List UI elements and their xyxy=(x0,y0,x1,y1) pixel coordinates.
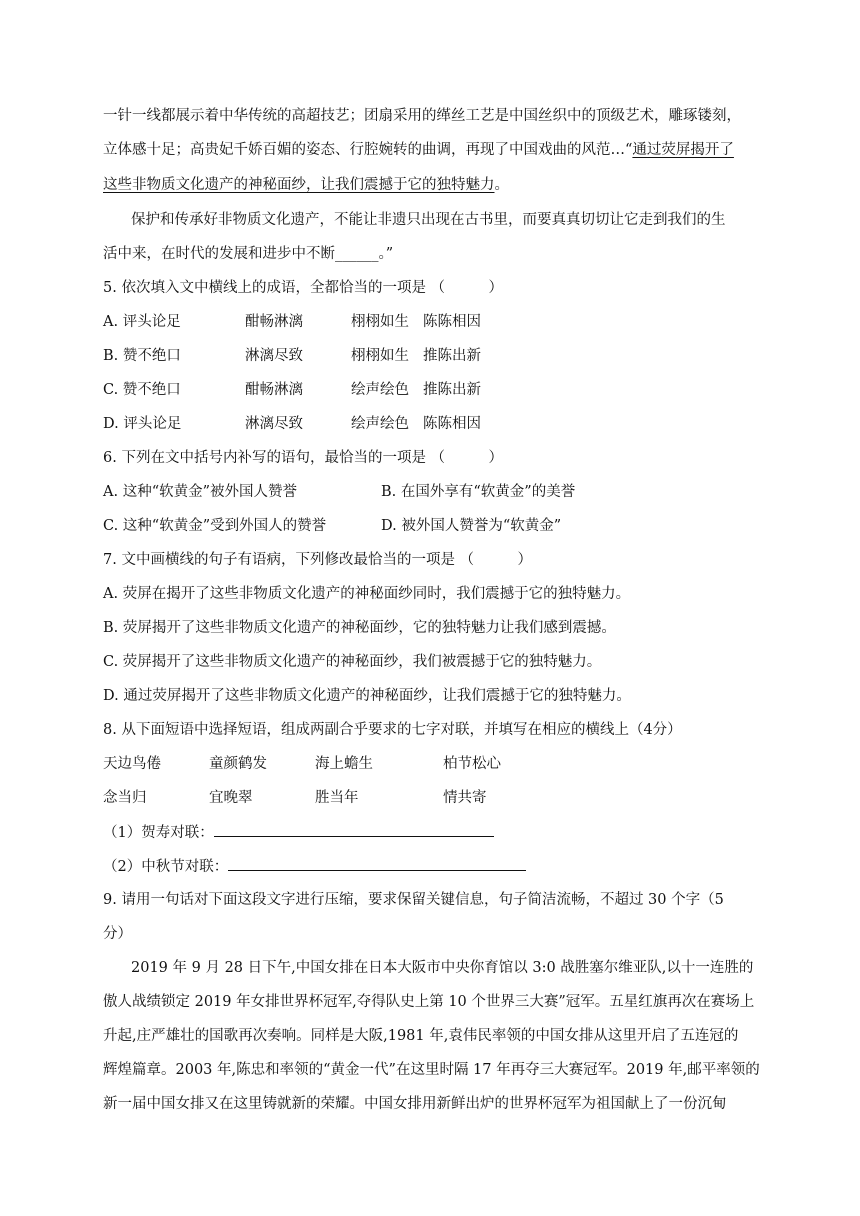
question-6-options-row1 xyxy=(103,482,763,502)
answer-line-1 xyxy=(103,822,494,843)
option-term: 淋漓尽致 xyxy=(245,416,303,432)
question-5-option-a xyxy=(103,312,763,332)
phrase-item: 胜当年 xyxy=(315,790,359,806)
option-label: A. 评头论足 xyxy=(103,314,181,330)
answer-label: （2）中秋节对联： xyxy=(103,859,229,875)
option-term: 绘声绘色 xyxy=(351,416,409,432)
option-term: 推陈出新 xyxy=(423,348,481,364)
question-8-stem: 8. 从下面短语中选择短语，组成两副合乎要求的七字对联，并填写在相应的横线上（4分） xyxy=(103,722,682,738)
option-term: 酣畅淋漓 xyxy=(245,382,303,398)
question-7-option-d: D. 通过荧屏揭开了这些非物质文化遗产的神秘面纱，让我们震撼于它的独特魅力。 xyxy=(103,688,631,704)
question-6-stem: 6. 下列在文中括号内补写的语句，最恰当的一项是 （ ） xyxy=(103,450,504,466)
option-term: 绘声绘色 xyxy=(351,382,409,398)
answer-line-2 xyxy=(103,856,526,877)
question-9-stem: 9. 请用一句话对下面这段文字进行压缩，要求保留关键信息，句子简洁流畅，不超过 30 个字（5 xyxy=(103,892,724,908)
phrase-item: 念当归 xyxy=(103,790,147,806)
phrase-item: 海上蟾生 xyxy=(315,756,373,772)
option-term: 栩栩如生 xyxy=(351,314,409,330)
phrase-row-1 xyxy=(103,754,763,774)
question-6-option-c: C. 这种“软黄金”受到外国人的赞誉 xyxy=(103,518,327,534)
answer-blank[interactable] xyxy=(228,856,526,871)
question-5-option-d xyxy=(103,414,763,434)
passage-line xyxy=(103,140,734,160)
question-9-stem: 分） xyxy=(103,926,132,942)
underlined-sentence: 这些非物质文化遗产的神秘面纱，让我们震撼于它的独特魅力 xyxy=(103,177,495,193)
question-6-option-b: B. 在国外享有“软黄金”的美誉 xyxy=(381,484,576,500)
phrase-item: 情共寄 xyxy=(443,790,487,806)
question-9-passage: 新一届中国女排又在这里铸就新的荣耀。中国女排用新鲜出炉的世界杯冠军为祖国献上了一份沉甸 xyxy=(103,1096,727,1112)
question-9-passage: 2019 年 9 月 28 日下午,中国女排在日本大阪市中央你育馆以 3:0 战胜塞尔维亚队,以十一连胜的 xyxy=(131,960,754,976)
question-7-stem: 7. 文中画横线的句子有语病，下列修改最恰当的一项是 （ ） xyxy=(103,552,533,568)
passage-quote: “ xyxy=(625,142,633,158)
answer-label: （1）贺寿对联： xyxy=(103,825,214,841)
underlined-sentence: 通过荧屏揭开了 xyxy=(632,142,734,158)
question-5-option-b xyxy=(103,346,763,366)
phrase-row-2 xyxy=(103,788,763,808)
question-9-passage: 傲人战绩锁定 2019 年女排世界杯冠军,夺得队史上第 10 个世界三大赛”冠军。五星红旗再次在赛场上 xyxy=(103,994,755,1010)
answer-blank[interactable] xyxy=(214,822,494,837)
option-label: D. 评头论足 xyxy=(103,416,182,432)
question-7-option-c: C. 荧屏揭开了这些非物质文化遗产的神秘面纱，我们被震撼于它的独特魅力。 xyxy=(103,654,602,670)
question-9-passage: 升起,庄严雄壮的国歌再次奏响。同样是大阪,1981 年,袁伟民率领的中国女排从这里开启了五连冠的 xyxy=(103,1028,739,1044)
passage-line: 活中来，在时代的发展和进步中不断______。” xyxy=(103,246,394,262)
option-term: 酣畅淋漓 xyxy=(245,314,303,330)
question-6-options-row2 xyxy=(103,516,763,536)
passage-line: 保护和传承好非物质文化遗产，不能让非遗只出现在古书里，而要真真切切让它走到我们的生 xyxy=(131,212,726,228)
option-label: C. 赞不绝口 xyxy=(103,382,181,398)
question-7-option-b: B. 荧屏揭开了这些非物质文化遗产的神秘面纱，它的独特魅力让我们感到震撼。 xyxy=(103,620,616,636)
option-term: 陈陈相因 xyxy=(423,416,481,432)
phrase-item: 童颜鹤发 xyxy=(209,756,267,772)
question-5-stem: 5. 依次填入文中横线上的成语，全都恰当的一项是 （ ） xyxy=(103,280,504,296)
passage-text: 立体感十足；高贵妃千娇百媚的姿态、行腔婉转的曲调，再现了中国戏曲的风范… xyxy=(103,142,625,158)
option-term: 栩栩如生 xyxy=(351,348,409,364)
option-term: 陈陈相因 xyxy=(423,314,481,330)
question-5-option-c xyxy=(103,380,763,400)
question-9-passage: 辉煌篇章。2003 年,陈忠和率领的“黄金一代”在这里时隔 17 年再夺三大赛冠军。2019 年,邮平率领的 xyxy=(103,1062,760,1078)
phrase-item: 柏节松心 xyxy=(443,756,501,772)
phrase-item: 天边鸟倦 xyxy=(103,756,161,772)
option-term: 推陈出新 xyxy=(423,382,481,398)
passage-line: 一针一线都展示着中华传统的高超技艺；团扇采用的缂丝工艺是中国丝织中的顶级艺术，雕琢镂刻， xyxy=(103,108,741,124)
passage-line xyxy=(103,175,509,195)
question-7-option-a: A. 荧屏在揭开了这些非物质文化遗产的神秘面纱同时，我们震撼于它的独特魅力。 xyxy=(103,586,631,602)
option-label: B. 赞不绝口 xyxy=(103,348,181,364)
phrase-item: 宜晚翠 xyxy=(209,790,253,806)
passage-text: 。 xyxy=(494,177,509,193)
question-6-option-d: D. 被外国人赞誉为“软黄金” xyxy=(381,518,562,534)
question-6-option-a: A. 这种“软黄金”被外国人赞誉 xyxy=(103,484,298,500)
option-term: 淋漓尽致 xyxy=(245,348,303,364)
